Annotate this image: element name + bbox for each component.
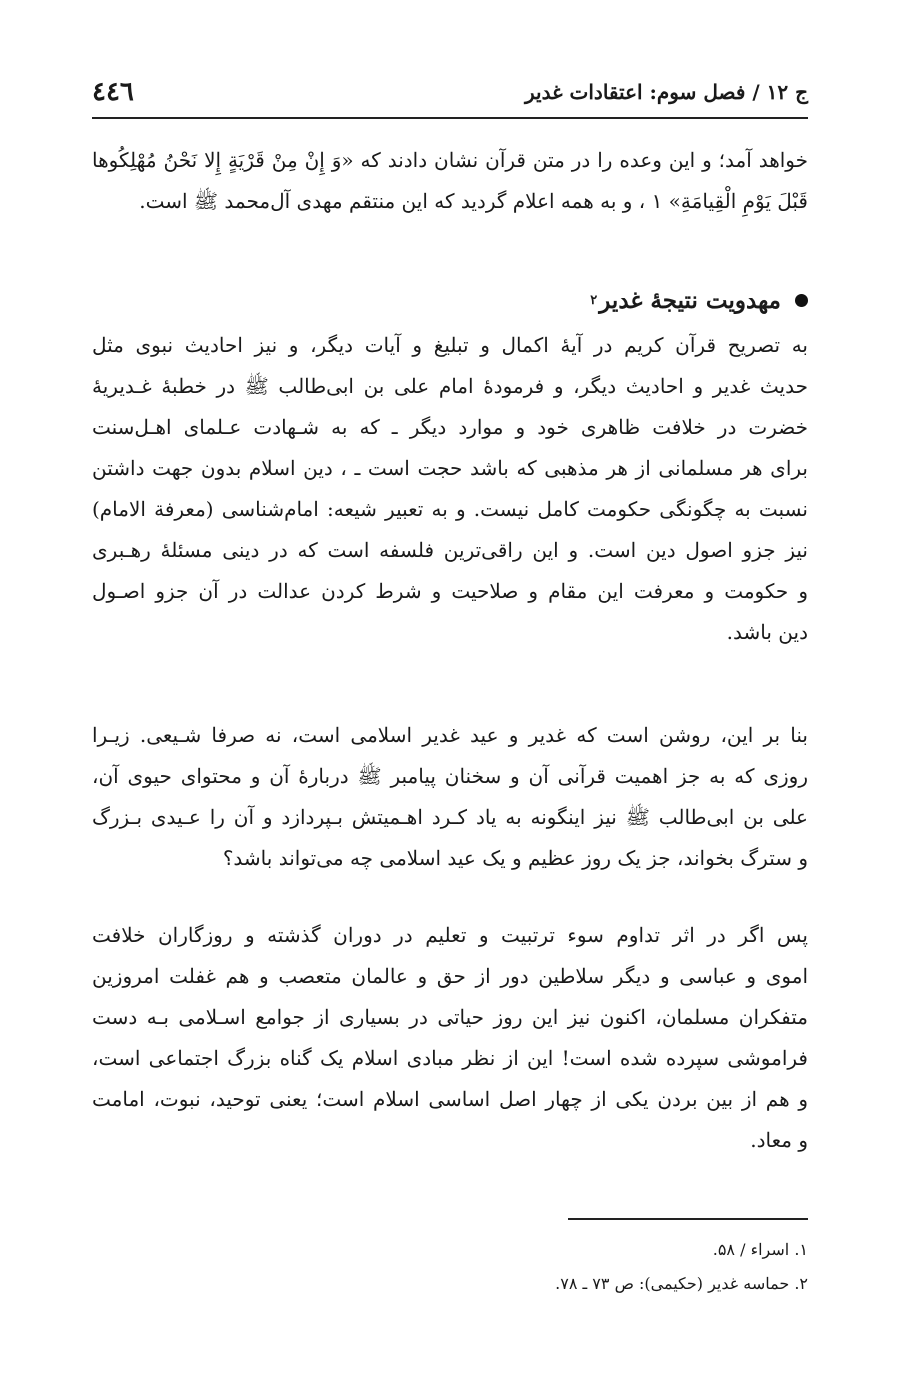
running-title: ج ۱۲ / فصل سوم: اعتقادات غدیر — [525, 80, 808, 104]
section-heading — [92, 280, 808, 320]
page-header — [92, 72, 808, 112]
text-line: پس اگر در اثر تداوم سوء ترتبیت و تعلیم در دوران گذشته و روزگاران خلافت — [92, 923, 808, 947]
footnote-1: ۱. اسراء / ۵۸. — [712, 1240, 808, 1259]
text-line: فراموشی سپرده شده است! این از نظر مبادی اسلام یک گناه بزرگ اجتماعی است، — [92, 1046, 808, 1070]
text-line: متفکران مسلمان، اکنون نیز این روز حیاتی در بسیاری از جوامع اسـلامی بـه دست — [92, 1005, 808, 1029]
intro-paragraph — [92, 140, 808, 222]
text-line: و معاد. — [750, 1128, 808, 1152]
paragraph-3 — [92, 915, 808, 1161]
page-number: ٤٤٦ — [92, 77, 134, 107]
footnote-2: ۲. حماسه غدیر (حکیمی): ص ۷۳ ـ ۷۸. — [555, 1274, 808, 1293]
text-line: دین باشد. — [726, 620, 808, 644]
text-line: برای هر مسلمانی از هر مذهبی که باشد حجت است ـ ، دین اسلام بدون جهت داشتن — [92, 456, 808, 480]
footnote-marker: ۲ — [590, 292, 598, 308]
book-page — [92, 0, 808, 1390]
text-line: بنا بر این، روشن است که غدیر و عید غدیر اسلامی است، نه صرفا شـیعی. زیـرا — [92, 723, 808, 747]
text-line: و سترگ بخواند، جز یک روز عظیم و یک عید اسلامی چه می‌تواند باشد؟ — [222, 846, 808, 870]
text-line: به تصریح قرآن کریم در آیهٔ اکمال و تبلیغ و آیات دیگر، و نیز احادیث نبوی مثل — [92, 333, 808, 357]
text-line: روزی که به جز اهمیت قرآنی آن و سخنان پیامبر ﷺ دربارهٔ آن و محتوای حیوی آن، — [92, 764, 808, 788]
text-line: و هم از بین بردن یکی از چهار اصل اساسی اسلام است؛ یعنی توحید، نبوت، امامت — [92, 1087, 808, 1111]
text-line: علی بن ابی‌طالب ﷺ نیز اینگونه به یاد کـرد اهـمیتش بـپردازد و آن را عـیدی بـزرگ — [92, 805, 808, 829]
paragraph-2 — [92, 715, 808, 879]
text-line: حدیث غدیر و احادیث دیگر، و فرمودهٔ امام علی بن ابی‌طالب ﷺ در خطبهٔ غـدیریهٔ — [92, 374, 808, 398]
footnote-divider — [568, 1218, 808, 1220]
text-line: خواهد آمد؛ و این وعده را در متن قرآن نشان دادند که «وَ إِنْ مِنْ قَرْيَةٍ إِلا نَحْنُ مُهْلِكُوها — [92, 148, 808, 172]
text-line: قَبْلَ يَوْمِ الْقِيامَةِ» ۱ ، و به همه اعلام گردید که این منتقم مهدی آل‌محمد ﷺ است. — [139, 189, 808, 213]
section-heading-text: مهدویت نتیجهٔ غدیر — [599, 286, 781, 314]
bullet-icon — [795, 294, 808, 307]
text-line: اموی و عباسی و دیگر سلاطین دور از حق و عالمان متعصب و هم غفلت امروزین — [92, 964, 808, 988]
header-divider — [92, 117, 808, 119]
text-line: و حکومت و معرفت این مقام و صلاحیت و شرط کردن عدالت در آن جزو اصـول — [92, 579, 808, 603]
text-line: نسبت به چگونگی حکومت کامل نیست. و به تعبیر شیعه: امام‌شناسی (معرفة الامام) — [92, 497, 808, 521]
text-line: نیز جزو اصول دین است. و این راقی‌ترین فلسفه است که در دینی مسئلهٔ رهـبری — [92, 538, 808, 562]
paragraph-1 — [92, 325, 808, 653]
text-line: خضرت در خلافت ظاهری خود و موارد دیگر ـ که به شـهادت عـلمای اهـل‌سنت — [92, 415, 808, 439]
